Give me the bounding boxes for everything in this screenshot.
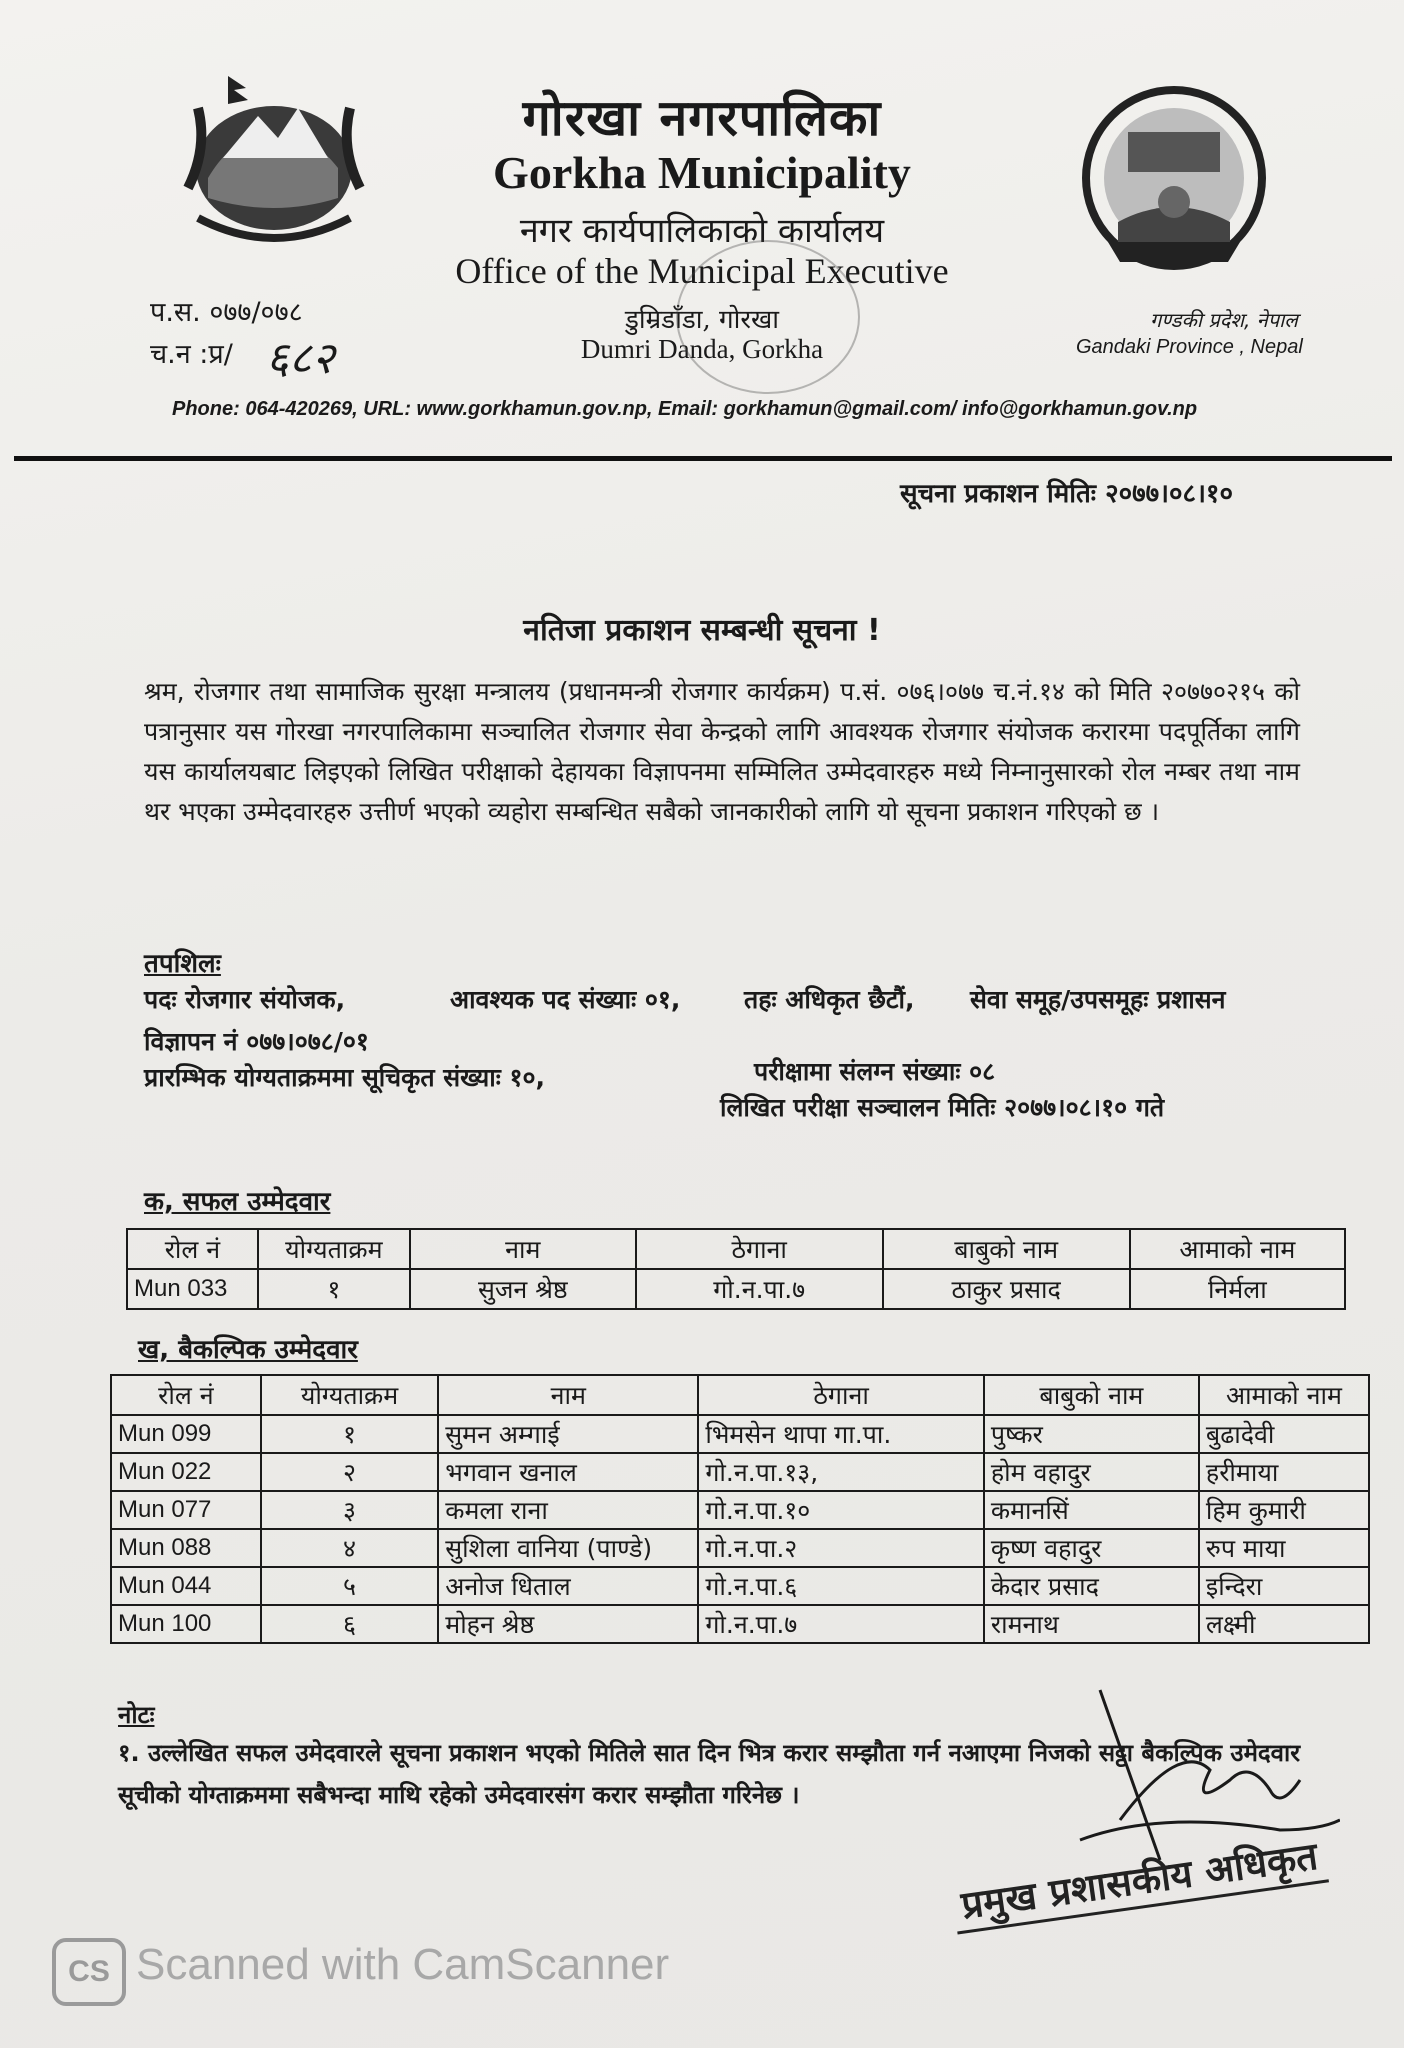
candidate-name: सुशिला वानिया (पाण्डे) xyxy=(438,1529,698,1567)
mother-name: रुप माया xyxy=(1199,1529,1369,1567)
table-row xyxy=(111,1491,1369,1529)
mother-name: इन्दिरा xyxy=(1199,1567,1369,1605)
notice-body: श्रम, रोजगार तथा सामाजिक सुरक्षा मन्त्रालय (प्रधानमन्त्री रोजगार कार्यक्रम) प.सं. ०७६।०७७ च.नं.१४ को मिति २०७७०२१५ को पत्रानुसार यस गोरखा नगरपालिकामा सञ्चालित रोजगार सेवा केन्द्रको लागि आवश्यक रोजगार संयोजक करारमा पदपूर्तिका लागि यस कार्यालयबाट लिइएको लिखित परीक्षाको देहायका विज्ञापनमा सम्मिलित उम्मेदवारहरु मध्ये निम्नानुसारको रोल नम्बर तथा नाम थर भएका उम्मेदवारहरु उत्तीर्ण भएको व्यहोरा सम्बन्धित सबैको जानकारीको लागि यो सूचना प्रकाशन गरिएको छ । xyxy=(144,677,1300,826)
column-header: बाबुको नाम xyxy=(984,1375,1199,1415)
address: गो.न.पा.१० xyxy=(698,1491,984,1529)
roll-number: Mun 022 xyxy=(111,1453,261,1491)
roll-number: Mun 077 xyxy=(111,1491,261,1529)
roll-number: Mun 100 xyxy=(111,1605,261,1643)
address: गो.न.पा.१३, xyxy=(698,1453,984,1491)
appeared-count: परीक्षामा संलग्न संख्याः ०८ xyxy=(754,1057,996,1086)
table-row xyxy=(127,1269,1345,1309)
merit-rank: ४ xyxy=(261,1529,438,1567)
candidate-name: कमला राना xyxy=(438,1491,698,1529)
address: गो.न.पा.६ xyxy=(698,1567,984,1605)
municipality-name-nepali: गोरखा नगरपालिका xyxy=(522,88,882,147)
shortlisted-count: प्रारम्भिक योग्यताक्रममा सूचिकृत संख्याः १०, xyxy=(144,1063,546,1092)
header-divider xyxy=(14,456,1392,461)
service-group: सेवा समूह/उपसमूहः प्रशासन xyxy=(970,985,1226,1014)
column-header: ठेगाना xyxy=(636,1229,883,1269)
post-level: तहः अधिकृत छैटौं, xyxy=(744,985,915,1014)
table-header-row xyxy=(111,1375,1369,1415)
column-header: आमाको नाम xyxy=(1199,1375,1369,1415)
details-heading: तपशिलः xyxy=(144,949,221,979)
address: गो.न.पा.२ xyxy=(698,1529,984,1567)
post-name: पदः रोजगार संयोजक, xyxy=(144,985,346,1014)
mother-name: बुढादेवी xyxy=(1199,1415,1369,1453)
notice-title: नतिजा प्रकाशन सम्बन्धी सूचना ! xyxy=(523,613,881,648)
alternate-heading: ख, बैकल्पिक उम्मेदवार xyxy=(138,1335,358,1365)
merit-rank: ६ xyxy=(261,1605,438,1643)
column-header: नाम xyxy=(410,1229,636,1269)
father-name: कृष्ण वहादुर xyxy=(984,1529,1199,1567)
signatory-stamp: प्रमुख प्रशासकीय अधिकृत xyxy=(950,1828,1329,1935)
camscanner-logo-icon: CS xyxy=(52,1938,126,2006)
candidate-name: सुजन श्रेष्ठ xyxy=(410,1269,636,1309)
table-header-row xyxy=(127,1229,1345,1269)
address: गो.न.पा.७ xyxy=(636,1269,883,1309)
roll-number: Mun 099 xyxy=(111,1415,261,1453)
father-name: कमानसिं xyxy=(984,1491,1199,1529)
roll-number: Mun 033 xyxy=(127,1269,258,1309)
father-name: पुष्कर xyxy=(984,1415,1199,1453)
mother-name: हिम कुमारी xyxy=(1199,1491,1369,1529)
exam-date: लिखित परीक्षा सञ्चालन मितिः २०७७।०८।१० गते xyxy=(720,1093,1165,1122)
dispatch-number-handwritten: ६८२ xyxy=(266,334,335,383)
father-name: केदार प्रसाद xyxy=(984,1567,1199,1605)
address: भिमसेन थापा गा.पा. xyxy=(698,1415,984,1453)
table-row xyxy=(111,1567,1369,1605)
column-header: बाबुको नाम xyxy=(883,1229,1130,1269)
column-header: आमाको नाम xyxy=(1130,1229,1345,1269)
address: गो.न.पा.७ xyxy=(698,1605,984,1643)
father-name: होम वहादुर xyxy=(984,1453,1199,1491)
dispatch-number-label: च.न :प्र/ xyxy=(150,339,233,370)
candidate-name: मोहन श्रेष्ठ xyxy=(438,1605,698,1643)
advertisement-number: विज्ञापन नं ०७७।०७८/०१ xyxy=(144,1027,369,1056)
mother-name: निर्मला xyxy=(1130,1269,1345,1309)
candidate-name: सुमन अम्गाई xyxy=(438,1415,698,1453)
note-heading: नोटः xyxy=(118,1701,155,1729)
column-header: ठेगाना xyxy=(698,1375,984,1415)
candidate-name: भगवान खनाल xyxy=(438,1453,698,1491)
roll-number: Mun 088 xyxy=(111,1529,261,1567)
merit-rank: ३ xyxy=(261,1491,438,1529)
office-round-stamp xyxy=(676,240,860,394)
father-name: रामनाथ xyxy=(984,1605,1199,1643)
column-header: योग्यताक्रम xyxy=(261,1375,438,1415)
merit-rank: १ xyxy=(258,1269,410,1309)
father-name: ठाकुर प्रसाद xyxy=(883,1269,1130,1309)
place-nepali: डुम्रिडाँडा, गोरखा xyxy=(624,305,780,335)
office-name-english: Office of the Municipal Executive xyxy=(455,251,949,291)
table-row xyxy=(111,1415,1369,1453)
column-header: रोल नं xyxy=(127,1229,258,1269)
candidate-name: अनोज धिताल xyxy=(438,1567,698,1605)
column-header: नाम xyxy=(438,1375,698,1415)
column-header: योग्यताक्रम xyxy=(258,1229,410,1269)
province-english: Gandaki Province , Nepal xyxy=(1076,336,1303,358)
publication-date: सूचना प्रकाशन मितिः २०७७।०८।१० xyxy=(900,479,1233,509)
column-header: रोल नं xyxy=(111,1375,261,1415)
office-name-nepali: नगर कार्यपालिकाको कार्यालय xyxy=(519,211,885,251)
table-row xyxy=(111,1453,1369,1491)
note-item: १. उल्लेखित सफल उमेदवारले सूचना प्रकाशन भएको मितिले सात दिन भित्र करार सम्झौता गर्न नआएमा निजको सट्टा बैकल्पिक उमेदवार सूचीको योग्ताक्रममा सबैभन्दा माथि रहेको उमेदवारसंग करार सम्झौता गरिनेछ । xyxy=(118,1739,1301,1809)
roll-number: Mun 044 xyxy=(111,1567,261,1605)
merit-rank: १ xyxy=(261,1415,438,1453)
province-nepali: गण्डकी प्रदेश, नेपाल xyxy=(1150,308,1298,332)
merit-rank: २ xyxy=(261,1453,438,1491)
mother-name: लक्ष्मी xyxy=(1199,1605,1369,1643)
successful-candidates-table xyxy=(126,1228,1346,1310)
merit-rank: ५ xyxy=(261,1567,438,1605)
required-posts: आवश्यक पद संख्याः ०१, xyxy=(450,985,681,1014)
camscanner-watermark: Scanned with CamScanner xyxy=(136,1940,670,1989)
mother-name: हरीमाया xyxy=(1199,1453,1369,1491)
table-row xyxy=(111,1605,1369,1643)
alternate-candidates-table xyxy=(110,1374,1370,1644)
table-row xyxy=(111,1529,1369,1567)
place-english: Dumri Danda, Gorkha xyxy=(580,334,824,364)
successful-heading: क, सफल उम्मेदवार xyxy=(144,1187,331,1217)
fiscal-year-ref: प.स. ०७७/०७८ xyxy=(150,297,303,328)
municipality-name-english: Gorkha Municipality xyxy=(493,147,911,198)
contact-line: Phone: 064-420269, URL: www.gorkhamun.gov.np, Email: gorkhamun@gmail.com/ info@gorkhamun.gov.np xyxy=(172,398,1198,420)
